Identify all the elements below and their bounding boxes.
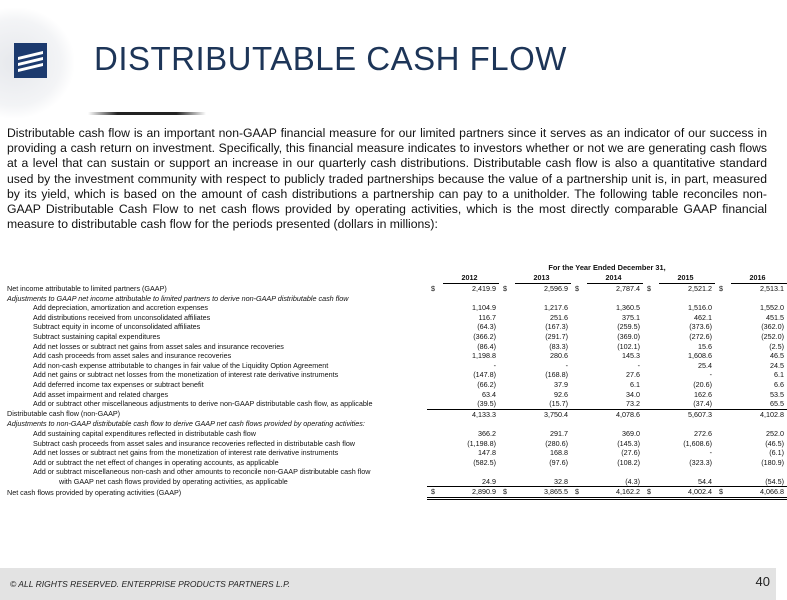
table-row xyxy=(7,294,787,304)
row-label: Add or subtract the net effect of changes in operating accounts, as applicable xyxy=(33,457,279,467)
cell-value: 65.5 xyxy=(770,399,784,409)
cell-value: 2,521.2 xyxy=(688,284,712,293)
currency-symbol: $ xyxy=(503,283,507,293)
cell-value: 1,552.0 xyxy=(760,303,784,313)
cell-value: (1,198.8) xyxy=(467,438,496,448)
currency-symbol: $ xyxy=(647,283,651,293)
row-label: Distributable cash flow (non-GAAP) xyxy=(7,409,121,419)
table-row xyxy=(7,370,787,380)
cell-value: (108.2) xyxy=(617,457,640,467)
cell-value: 162.6 xyxy=(694,389,712,399)
row-label: Add cash proceeds from asset sales and insurance recoveries xyxy=(33,351,232,361)
row-label: Net cash flows provided by operating activities (GAAP) xyxy=(7,487,182,497)
cell-value: (280.6) xyxy=(545,438,568,448)
cell-value: 145.3 xyxy=(622,351,640,361)
cell-value: 27.6 xyxy=(626,370,640,380)
cell-value: - xyxy=(637,360,640,370)
cell-value: 4,078.6 xyxy=(587,409,643,419)
cell-value: 4,133.3 xyxy=(443,409,499,419)
cell-value: 46.5 xyxy=(770,351,784,361)
cell-value: - xyxy=(565,360,568,370)
cell-value: (147.8) xyxy=(473,370,496,380)
cell-value: 375.1 xyxy=(622,312,640,322)
cell-value: 6.1 xyxy=(774,370,784,380)
cell-value: 53.5 xyxy=(770,389,784,399)
cell-value: (54.5) xyxy=(765,476,784,486)
cell-value: 1,198.8 xyxy=(472,351,496,361)
cell-value: 369.0 xyxy=(622,428,640,438)
cell-value: (4.3) xyxy=(625,476,640,486)
cell-value: 92.6 xyxy=(554,389,568,399)
currency-symbol: $ xyxy=(427,487,443,499)
page-number: 40 xyxy=(755,574,770,589)
cell-value: (66.2) xyxy=(477,379,496,389)
table-row xyxy=(7,458,787,468)
table-row xyxy=(7,419,787,429)
cell-value: 1,608.6 xyxy=(688,351,712,361)
cell-value: (373.6) xyxy=(689,322,712,332)
cell-value: (27.6) xyxy=(621,448,640,458)
table-row xyxy=(7,361,787,371)
cell-value: (37.4) xyxy=(693,399,712,409)
cell-value: 73.2 xyxy=(626,399,640,409)
row-label: Add depreciation, amortization and accretion expenses xyxy=(33,303,209,313)
row-label: Add sustaining capital expenditures reflected in distributable cash flow xyxy=(33,428,256,438)
cell-value: (366.2) xyxy=(473,331,496,341)
cell-value: (1,608.6) xyxy=(683,438,712,448)
company-logo xyxy=(14,43,47,78)
cell-value: (582.5) xyxy=(473,457,496,467)
row-label: Subtract cash proceeds from asset sales and insurance recoveries reflected in distributable cash flow xyxy=(33,438,356,448)
footer-bar xyxy=(0,568,776,600)
cell-value: 3,750.4 xyxy=(515,409,571,419)
cell-value: (168.8) xyxy=(545,370,568,380)
cell-value: (39.5) xyxy=(477,399,496,409)
row-label: Add or subtract miscellaneous non-cash and other amounts to reconcile non-GAAP distributable cash flow xyxy=(33,467,371,477)
currency-symbol: $ xyxy=(643,487,659,499)
cell-value: (46.5) xyxy=(765,438,784,448)
cell-value: (64.3) xyxy=(477,322,496,332)
row-label: Add non-cash expense attributable to changes in fair value of the Liquidity Option Agreement xyxy=(33,360,329,370)
row-label: Subtract sustaining capital expenditures xyxy=(33,331,161,341)
cell-value: 2,596.9 xyxy=(544,284,568,293)
page-title: DISTRIBUTABLE CASH FLOW xyxy=(94,40,567,77)
cell-value: 37.9 xyxy=(554,379,568,389)
currency-symbol: $ xyxy=(575,283,579,293)
cell-value: 252.0 xyxy=(766,428,784,438)
copyright-notice: © ALL RIGHTS RESERVED. ENTERPRISE PRODUCTS PARTNERS L.P. xyxy=(10,579,291,589)
cell-value: 63.4 xyxy=(482,389,496,399)
row-label: with GAAP net cash flows provided by operating activities, as applicable xyxy=(59,477,288,487)
title-underline xyxy=(88,112,206,115)
cell-value: 15.6 xyxy=(698,341,712,351)
table-row xyxy=(7,322,787,332)
currency-symbol: $ xyxy=(571,487,587,499)
cell-value: 2,787.4 xyxy=(616,284,640,293)
cell-value: 168.8 xyxy=(550,448,568,458)
table-row xyxy=(7,332,787,342)
cell-value: 24.5 xyxy=(770,360,784,370)
cell-value: (369.0) xyxy=(617,331,640,341)
cell-value: 4,002.4 xyxy=(659,487,715,499)
table-row xyxy=(7,390,787,400)
row-label: Adjustments to GAAP net income attributable to limited partners to derive non-GAAP distributable cash flow xyxy=(7,293,349,303)
year-header: 2013 xyxy=(515,272,571,284)
table-row xyxy=(7,487,787,499)
cell-value: (167.3) xyxy=(545,322,568,332)
row-label: Add asset impairment and related charges xyxy=(33,389,169,399)
logo-mark-icon xyxy=(14,43,47,78)
cell-value: (15.7) xyxy=(549,399,568,409)
cell-value: 3,865.5 xyxy=(515,487,571,499)
cell-value: - xyxy=(709,370,712,380)
row-label: Add distributions received from unconsolidated affiliates xyxy=(33,312,211,322)
cell-value: 6.6 xyxy=(774,379,784,389)
cell-value: 280.6 xyxy=(550,351,568,361)
row-label: Add deferred income tax expenses or subtract benefit xyxy=(33,379,204,389)
currency-symbol: $ xyxy=(499,487,515,499)
cell-value: (291.7) xyxy=(545,331,568,341)
cell-value: 2,890.9 xyxy=(443,487,499,499)
table-row xyxy=(7,284,787,294)
cell-value: (20.6) xyxy=(693,379,712,389)
reconciliation-table xyxy=(7,272,787,500)
table-row xyxy=(7,351,787,361)
cell-value: 2,513.1 xyxy=(760,284,784,293)
cell-value: (6.1) xyxy=(769,448,784,458)
cell-value: (259.5) xyxy=(617,322,640,332)
row-label: Net income attributable to limited partners (GAAP) xyxy=(7,283,167,293)
row-label: Add net gains or subtract net losses from the monetization of interest rate derivative instruments xyxy=(33,370,339,380)
table-row xyxy=(7,477,787,487)
year-header-row xyxy=(7,272,787,284)
cell-value: (180.9) xyxy=(761,457,784,467)
row-label: Add net losses or subtract net gains from the monetization of interest rate derivative instruments xyxy=(33,448,339,458)
cell-value: (102.1) xyxy=(617,341,640,351)
table-row xyxy=(7,303,787,313)
cell-value: 291.7 xyxy=(550,428,568,438)
cell-value: 1,516.0 xyxy=(688,303,712,313)
table-row xyxy=(7,467,787,477)
cell-value: 25.4 xyxy=(698,360,712,370)
cell-value: (362.0) xyxy=(761,322,784,332)
table-row xyxy=(7,448,787,458)
year-header: 2016 xyxy=(731,272,787,284)
cell-value: 32.8 xyxy=(554,476,568,486)
currency-symbol: $ xyxy=(719,283,723,293)
cell-value: 251.6 xyxy=(550,312,568,322)
cell-value: (252.0) xyxy=(761,331,784,341)
period-header: For the Year Ended December 31, xyxy=(548,263,666,272)
cell-value: 34.0 xyxy=(626,389,640,399)
intro-paragraph: Distributable cash flow is an important non-GAAP financial measure for our limited partners since it serves as an indicator of our success in providing a cash return on investment. Specifically, this financial measure indicates to investors whether or not we are generating cash flows at a level that can sustain or support an increase in our quarterly cash distributions. Distributable cash flow is also a quantitative standard used by the investment community with respect to publicly traded partnerships because the value of a partnership unit is, in part, measured by its yield, which is based on the amount of cash distributions a partnership can pay to a unitholder. The following table reconciles non-GAAP Distributable Cash Flow to net cash flows provided by operating activities, which is the most directly comparable GAAP financial measure to distributable cash flow for the periods presented (dollars in millions): xyxy=(7,126,767,232)
cell-value: 4,102.8 xyxy=(731,409,787,419)
cell-value: 2,419.9 xyxy=(472,284,496,293)
cell-value: - xyxy=(493,360,496,370)
row-label: Add or subtract other miscellaneous adjustments to derive non-GAAP distributable cash flow, as applicable xyxy=(33,399,373,409)
cell-value: 366.2 xyxy=(478,428,496,438)
cell-value: 24.9 xyxy=(482,476,496,486)
cell-value: 54.4 xyxy=(698,476,712,486)
cell-value: (97.6) xyxy=(549,457,568,467)
table-row xyxy=(7,313,787,323)
cell-value: 272.6 xyxy=(694,428,712,438)
cell-value: 147.8 xyxy=(478,448,496,458)
cell-value: 4,162.2 xyxy=(587,487,643,499)
row-label: Add net losses or subtract net gains from asset sales and insurance recoveries xyxy=(33,341,284,351)
cell-value: 6.1 xyxy=(630,379,640,389)
cell-value: 116.7 xyxy=(478,312,496,322)
table-row xyxy=(7,439,787,449)
currency-symbol: $ xyxy=(431,283,435,293)
table-row xyxy=(7,399,787,409)
cell-value: (323.3) xyxy=(689,457,712,467)
cell-value: 1,360.5 xyxy=(616,303,640,313)
row-label: Adjustments to non-GAAP distributable cash flow to derive GAAP net cash flows provided by operating activities: xyxy=(7,419,365,429)
table-row xyxy=(7,409,787,419)
cell-value: 451.5 xyxy=(766,312,784,322)
cell-value: - xyxy=(709,448,712,458)
year-header: 2015 xyxy=(659,272,715,284)
cell-value: (272.6) xyxy=(689,331,712,341)
cell-value: 1,217.6 xyxy=(544,303,568,313)
cell-value: (2.5) xyxy=(769,341,784,351)
row-label: Subtract equity in income of unconsolidated affiliates xyxy=(33,322,201,332)
cell-value: 4,066.8 xyxy=(731,487,787,499)
table-row xyxy=(7,429,787,439)
cell-value: 1,104.9 xyxy=(472,303,496,313)
year-header: 2012 xyxy=(443,272,499,284)
year-header: 2014 xyxy=(587,272,643,284)
cell-value: (86.4) xyxy=(477,341,496,351)
cell-value: (83.3) xyxy=(549,341,568,351)
cell-value: 462.1 xyxy=(694,312,712,322)
table-row xyxy=(7,342,787,352)
table-row xyxy=(7,380,787,390)
currency-symbol: $ xyxy=(715,487,731,499)
cell-value: 5,607.3 xyxy=(659,409,715,419)
cell-value: (145.3) xyxy=(617,438,640,448)
